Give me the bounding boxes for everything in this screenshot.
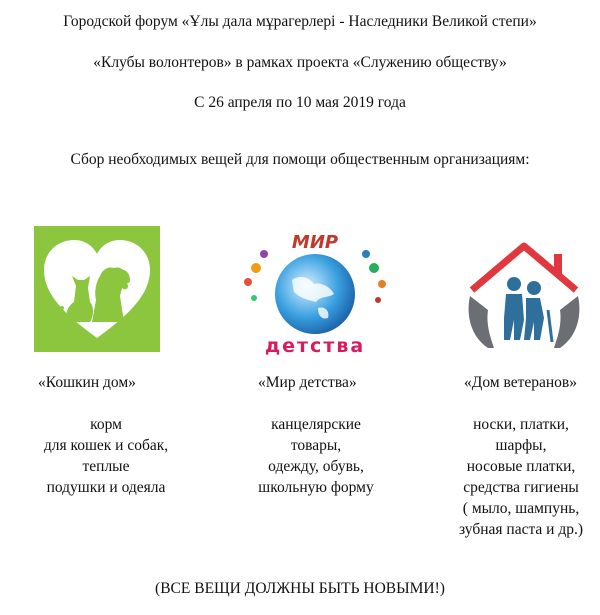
list-item: носовые платки,	[466, 458, 576, 475]
list-item: канцелярские	[271, 416, 361, 433]
collection-intro: Сбор необходимых вещей для помощи общественным организациям:	[70, 151, 530, 168]
forum-title: Городской форум «Ұлы дала мұрагерлері - Наследники Великой степи»	[63, 13, 537, 30]
list-item: школьную форму	[258, 479, 374, 496]
cat-dog-heart-icon	[34, 226, 160, 352]
org-name-cat-home: «Кошкин дом»	[38, 374, 136, 391]
globe-children-icon	[234, 228, 396, 358]
org-name-veterans-home: «Дом ветеранов»	[464, 374, 577, 391]
org-name-mir-detstva: «Мир детства»	[258, 374, 357, 391]
mir-top-text: МИР	[291, 232, 339, 253]
list-item: подушки и одеяла	[46, 479, 166, 496]
mir-bottom-text: детства	[264, 335, 366, 357]
list-item: одежду, обувь,	[268, 458, 364, 475]
list-item: товары,	[290, 437, 342, 454]
list-item: средства гигиены	[463, 479, 579, 496]
elderly-couple-house-icon	[462, 240, 586, 352]
list-item: шарфы,	[495, 437, 547, 454]
date-range: С 26 апреля по 10 мая 2019 года	[194, 94, 406, 111]
list-item: теплые	[82, 458, 130, 475]
new-items-note: (ВСЕ ВЕЩИ ДОЛЖНЫ БЫТЬ НОВЫМИ!)	[155, 580, 445, 597]
list-item: носки, платки,	[473, 416, 569, 433]
cat-home-items-list	[26, 414, 186, 498]
veterans-items-list	[448, 414, 594, 540]
mir-detstva-items-list	[246, 414, 386, 498]
list-item: зубная паста и др.)	[458, 521, 584, 538]
list-item: ( мыло, шампунь,	[462, 500, 580, 517]
project-subtitle: «Клубы волонтеров» в рамках проекта «Служению обществу»	[93, 54, 507, 71]
list-item: для кошек и собак,	[43, 437, 169, 454]
list-item: корм	[90, 416, 122, 433]
